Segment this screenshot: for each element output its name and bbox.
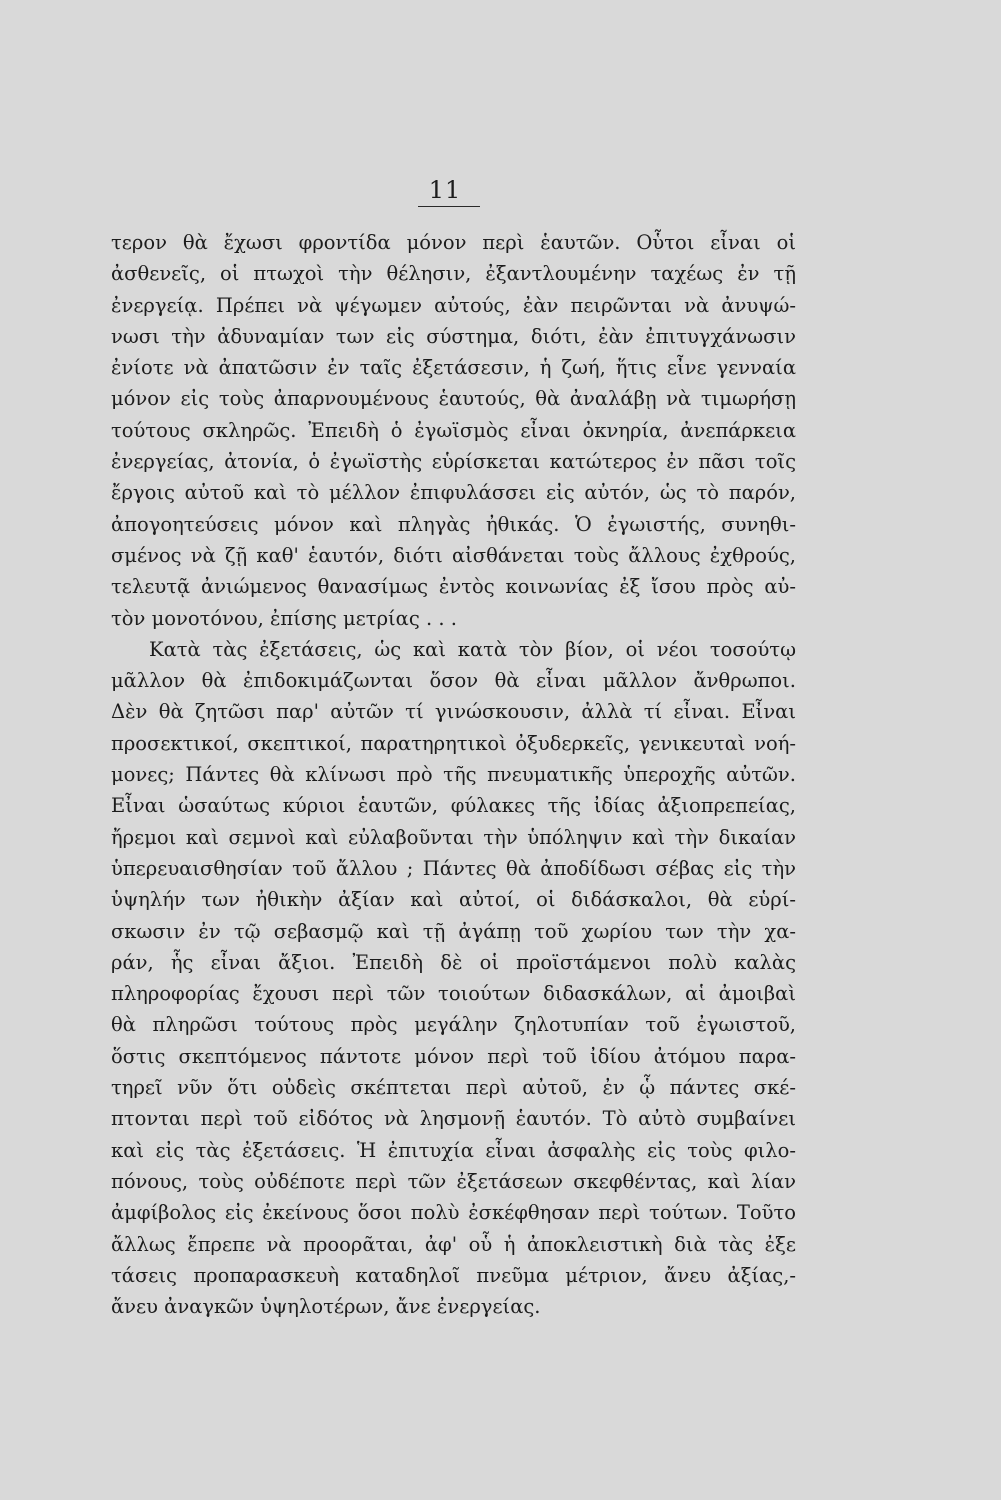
text-line: ἐνεργείας, ἀτονία, ὁ ἐγωϊστὴς εὑρίσκεται κατώτερος ἐν πᾶσι τοῖς (111, 450, 796, 474)
text-line: νωσι τὴν ἀδυναμίαν των εἰς σύστημα, διότι, ἐὰν ἐπιτυγχάνωσιν (111, 324, 796, 348)
text-line: ἄλλως ἔπρεπε νὰ προορᾶται, ἀφ' οὗ ἡ ἀποκλειστικὴ διὰ τὰς ἐξε (111, 1232, 796, 1256)
text-line: ἐνίοτε νὰ ἀπατῶσιν ἐν ταῖς ἐξετάσεσιν, ἡ ζωή, ἥτις εἶνε γενναία (111, 356, 796, 380)
paragraph-end-line: τὸν μονοτόνου, ἐπίσης μετρίας . . . (111, 606, 457, 630)
text-line: ὑπερευαισθησίαν τοῦ ἄλλου ; Πάντες θὰ ἀποδίδωσι σέβας εἰς τὴν (111, 856, 796, 880)
text-line: τηρεῖ νῦν ὅτι οὐδεὶς σκέπτεται περὶ αὐτοῦ, ἐν ᾧ πάντες σκέ- (111, 1076, 796, 1100)
text-line: Δὲν θὰ ζητῶσι παρ' αὐτῶν τί γινώσκουσιν, ἀλλὰ τί εἶναι. Εἶναι (111, 700, 796, 724)
text-line: ἤρεμοι καὶ σεμνοὶ καὶ εὐλαβοῦνται τὴν ὑπόληψιν καὶ τὴν δικαίαν (111, 825, 796, 849)
paragraph-end-line: ἄνευ ἀναγκῶν ὑψηλοτέρων, ἄνε ἐνεργείας. (111, 1295, 541, 1319)
text-line: μᾶλλον θὰ ἐπιδοκιμάζωνται ὅσον θὰ εἶναι μᾶλλον ἄνθρωποι. (111, 669, 796, 693)
text-line: ἀμφίβολος εἰς ἐκείνους ὅσοι πολὺ ἐσκέφθησαν περὶ τούτων. Τοῦτο (111, 1201, 796, 1225)
text-line: τάσεις προπαρασκευὴ καταδηλοῖ πνεῦμα μέτριον, ἄνευ ἀξίας,- (111, 1263, 796, 1287)
text-line: τελευτᾷ ἀνιώμενος θανασίμως ἐντὸς κοινωνίας ἐξ ἴσου πρὸς αὐ- (111, 575, 796, 599)
body-text (111, 227, 796, 1322)
text-line: μονες; Πάντες θὰ κλίνωσι πρὸ τῆς πνευματικῆς ὑπεροχῆς αὐτῶν. (111, 763, 796, 787)
text-line: καὶ εἰς τὰς ἐξετάσεις. Ἡ ἐπιτυχία εἶναι ἀσφαλὴς εἰς τοὺς φιλο- (111, 1138, 796, 1162)
text-line: τούτους σκληρῶς. Ἐπειδὴ ὁ ἐγωϊσμὸς εἶναι ὀκνηρία, ἀνεπάρκεια (111, 418, 796, 442)
text-line: σμένος νὰ ζῇ καθ' ἑαυτόν, διότι αἰσθάνεται τοὺς ἄλλους ἐχθρούς, (111, 543, 796, 567)
text-line: σκωσιν ἐν τῷ σεβασμῷ καὶ τῇ ἀγάπῃ τοῦ χωρίου των τὴν χα- (111, 919, 796, 943)
text-line: ράν, ἧς εἶναι ἄξιοι. Ἐπειδὴ δὲ οἱ προϊστάμενοι πολὺ καλὰς (111, 950, 796, 974)
text-line: μόνον εἰς τοὺς ἀπαρνουμένους ἑαυτούς, θὰ ἀναλάβῃ νὰ τιμωρήσῃ (111, 387, 796, 411)
text-line: πόνους, τοὺς οὐδέποτε περὶ τῶν ἐξετάσεων σκεφθέντας, καὶ λίαν (111, 1169, 796, 1193)
page-number-rule (418, 206, 480, 207)
text-line: πληροφορίας ἔχουσι περὶ τῶν τοιούτων διδασκάλων, αἱ ἀμοιβαὶ (111, 982, 796, 1006)
paragraph-start-line: Κατὰ τὰς ἐξετάσεις, ὡς καὶ κατὰ τὸν βίον, οἱ νέοι τοσούτῳ (149, 637, 796, 661)
text-line: ἐνεργείᾳ. Πρέπει νὰ ψέγωμεν αὐτούς, ἐὰν πειρῶνται νὰ ἀνυψώ- (111, 293, 796, 317)
text-line: θὰ πληρῶσι τούτους πρὸς μεγάλην ζηλοτυπίαν τοῦ ἐγωιστοῦ, (111, 1013, 796, 1037)
text-line: προσεκτικοί, σκεπτικοί, παρατηρητικοὶ ὀξυδερκεῖς, γενικευταὶ νοή- (111, 731, 796, 755)
text-line: ὑψηλήν των ἠθικὴν ἀξίαν καὶ αὐτοί, οἱ διδάσκαλοι, θὰ εὑρί- (111, 888, 796, 912)
page-number: 11 (428, 176, 462, 204)
text-line: τερον θὰ ἔχωσι φροντίδα μόνον περὶ ἑαυτῶν. Οὗτοι εἶναι οἱ (111, 231, 796, 254)
text-line: Εἶναι ὡσαύτως κύριοι ἑαυτῶν, φύλακες τῆς ἰδίας ἀξιοπρεπείας, (111, 794, 796, 818)
text-line: ἀπογοητεύσεις μόνον καὶ πληγὰς ἠθικάς. Ὁ ἐγωιστής, συνηθι- (111, 512, 796, 536)
text-line: ἀσθενεῖς, οἱ πτωχοὶ τὴν θέλησιν, ἐξαντλουμένην ταχέως ἐν τῇ (111, 262, 796, 286)
text-line: πτονται περὶ τοῦ εἰδότος νὰ λησμονῇ ἑαυτόν. Τὸ αὐτὸ συμβαίνει (111, 1107, 796, 1131)
text-line: ἔργοις αὐτοῦ καὶ τὸ μέλλον ἐπιφυλάσσει εἰς αὐτόν, ὡς τὸ παρόν, (111, 481, 796, 505)
text-line: ὅστις σκεπτόμενος πάντοτε μόνον περὶ τοῦ ἰδίου ἀτόμου παρα- (111, 1044, 796, 1068)
